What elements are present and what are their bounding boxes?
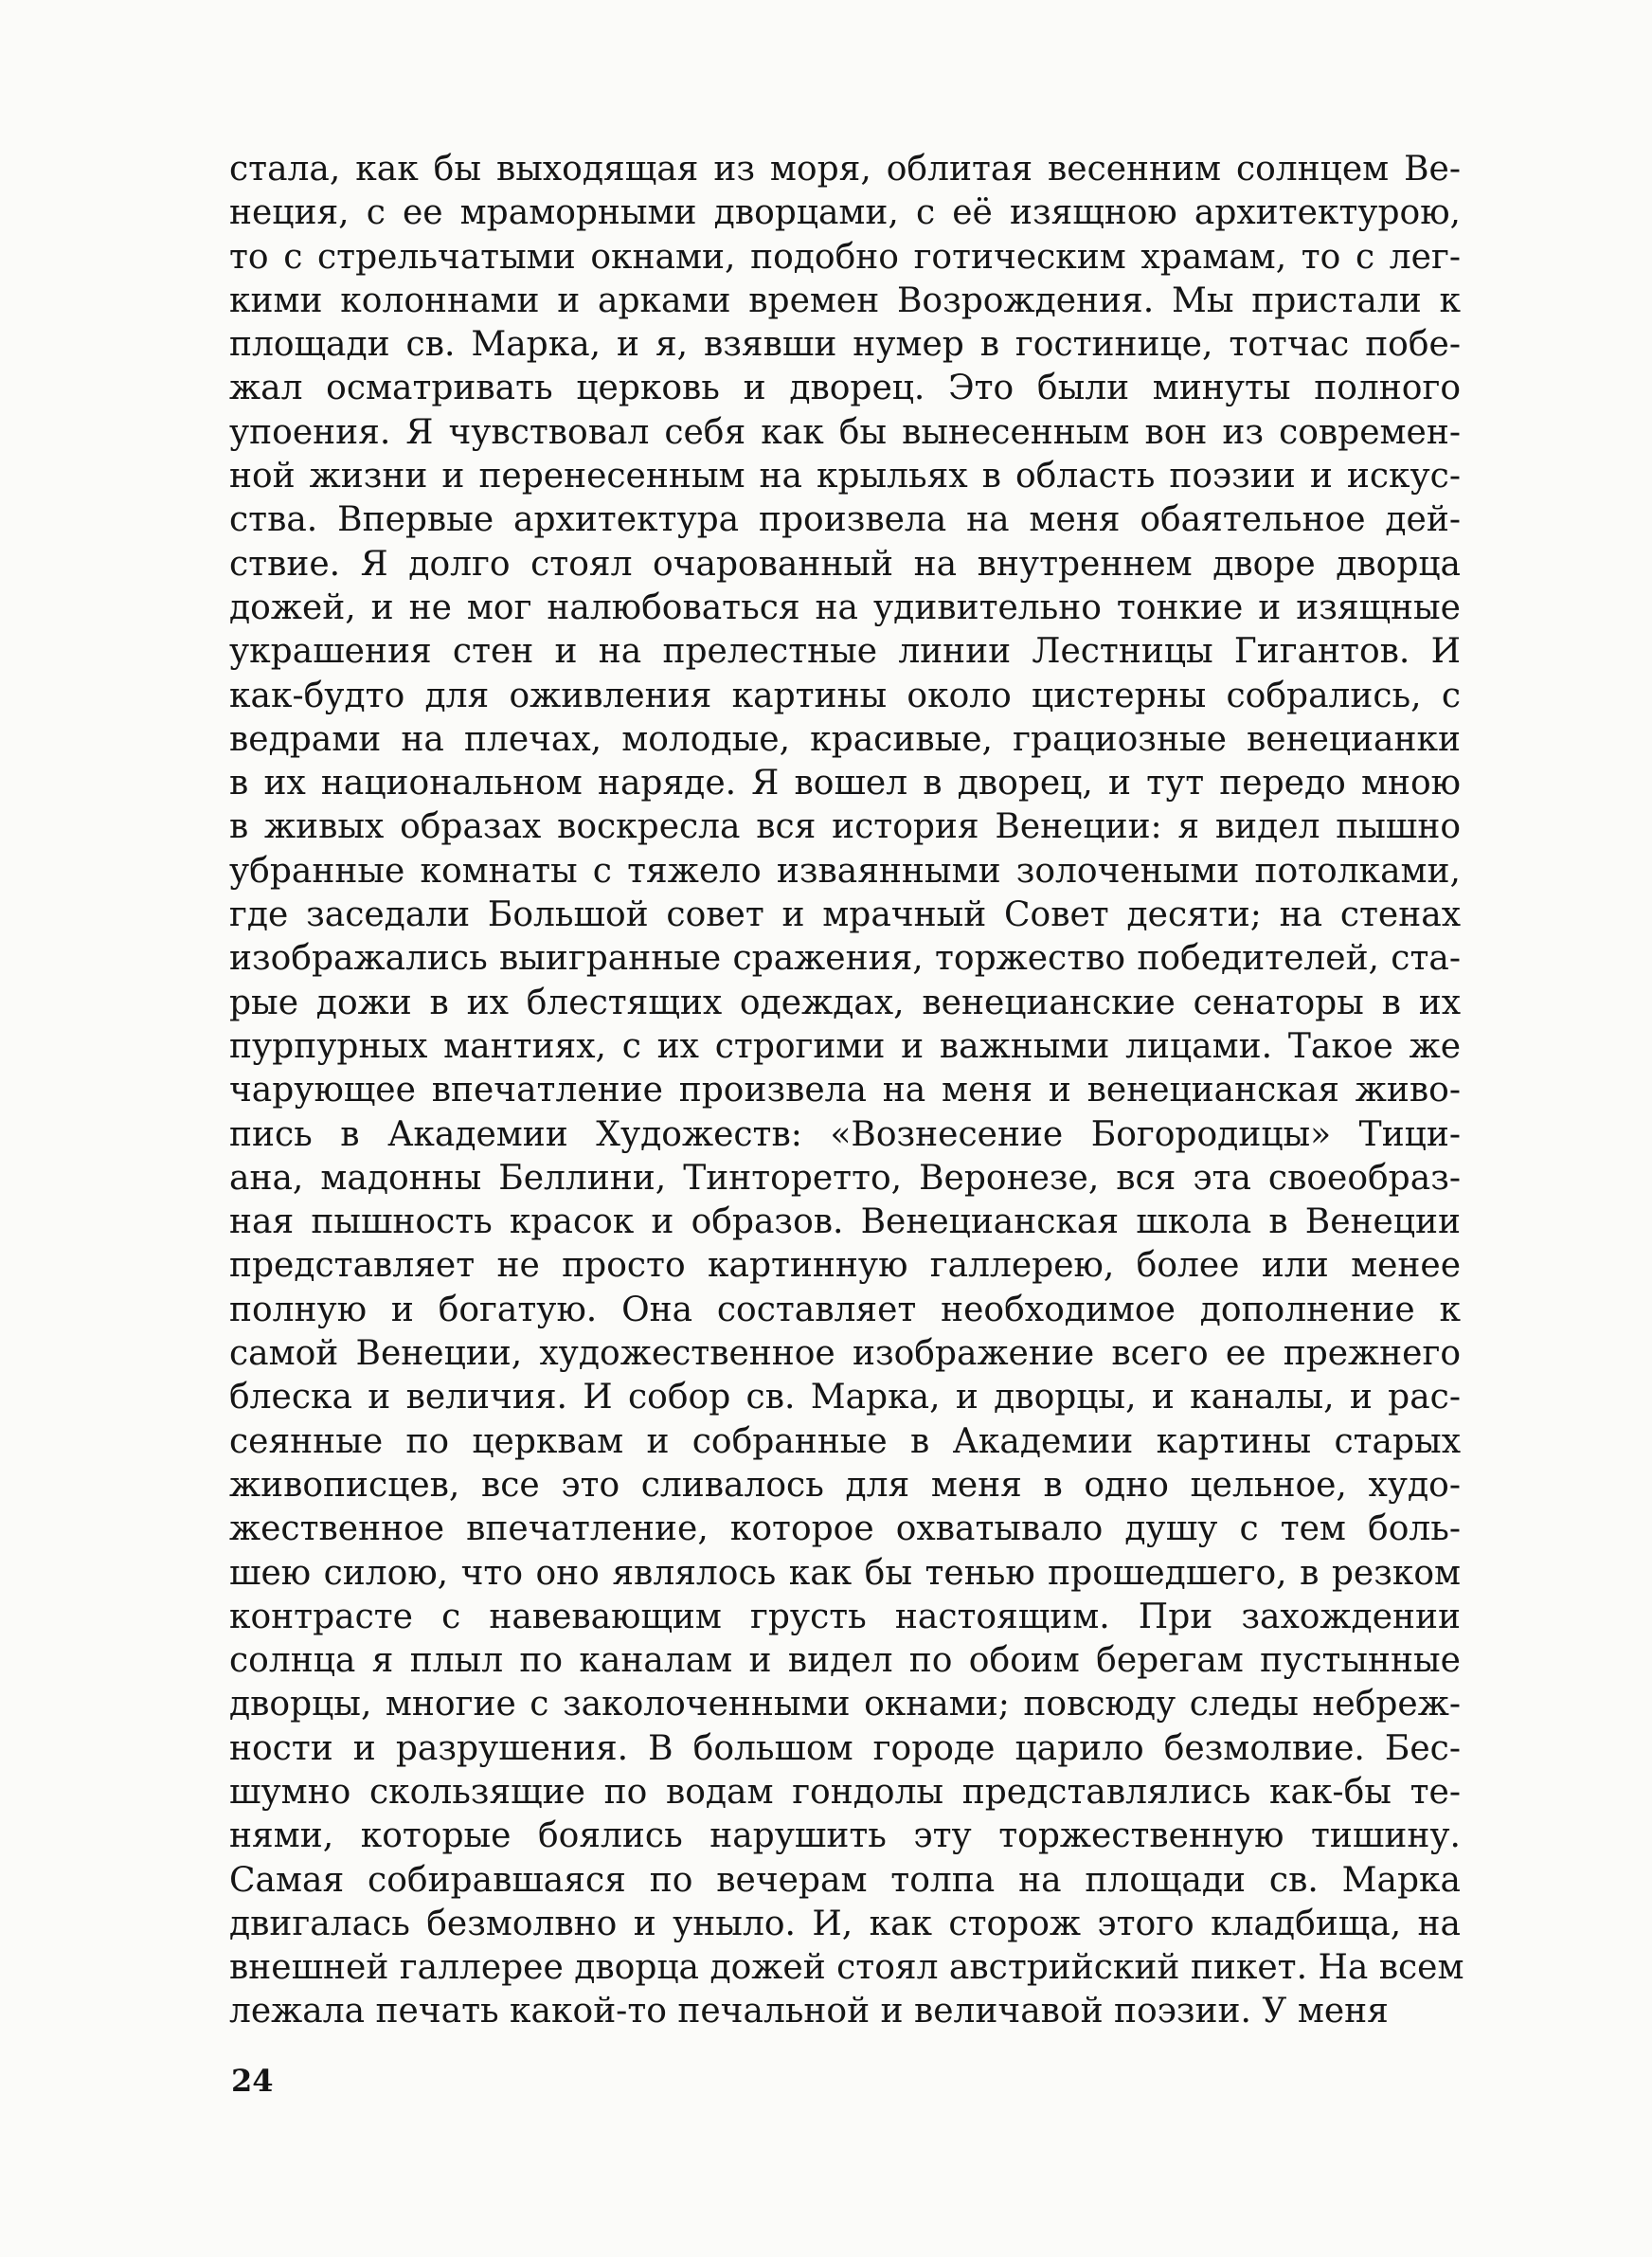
text-line: площади св. Марка, и я, взявши нумер в гостинице, тотчас побе-	[229, 325, 1461, 365]
text-line: изображались выигранные сражения, торжество победителей, ста-	[229, 939, 1461, 979]
text-line: ведрами на плечах, молодые, красивые, грациозные венецианки	[229, 719, 1461, 759]
text-line: сеянные по церквам и собранные в Академии картины старых	[229, 1421, 1461, 1461]
text-line: неция, с ее мраморными дворцами, с её изящною архитектурою,	[229, 193, 1461, 233]
text-line: где заседали Большой совет и мрачный Совет десяти; на стенах	[229, 895, 1461, 935]
text-line: ана, мадонны Беллини, Тинторетто, Веронезе, вся эта своеобраз-	[229, 1158, 1461, 1198]
text-line: рые дожи в их блестящих одеждах, венецианские сенаторы в их	[229, 983, 1461, 1022]
text-line: самой Венеции, художественное изображение всего ее прежнего	[229, 1334, 1461, 1374]
text-line: шумно скользящие по водам гондолы представлялись как-бы те-	[229, 1772, 1461, 1812]
text-line: то с стрельчатыми окнами, подобно готическим храмам, то с лег-	[229, 237, 1461, 277]
text-line: полную и богатую. Она составляет необходимое дополнение к	[229, 1290, 1461, 1329]
text-line: жественное впечатление, которое охватывало душу с тем боль-	[229, 1509, 1461, 1549]
text-line: в их национальном наряде. Я вошел в дворец, и тут передо мною	[229, 764, 1461, 803]
text-line: солнца я плыл по каналам и видел по обоим берегам пустынные	[229, 1641, 1461, 1681]
text-line: ной жизни и перенесенным на крыльях в область поэзии и искус-	[229, 457, 1461, 497]
text-line: представляет не просто картинную галлерею, более или менее	[229, 1246, 1461, 1286]
text-line: ствие. Я долго стоял очарованный на внутреннем дворе дворца	[229, 544, 1461, 584]
text-line: лежала печать какой-то печальной и величавой поэзии. У меня	[229, 1992, 1389, 2031]
text-line: ности и разрушения. В большом городе царило безмолвие. Бес-	[229, 1728, 1461, 1768]
text-line: ства. Впервые архитектура произвела на меня обаятельное дей-	[229, 500, 1461, 540]
text-line: блеска и величия. И собор св. Марка, и дворцы, и каналы, и рас-	[229, 1378, 1461, 1417]
text-line: Самая собиравшаяся по вечерам толпа на площади св. Марка	[229, 1860, 1461, 1900]
text-line: пись в Академии Художеств: «Вознесение Богородицы» Тици-	[229, 1114, 1461, 1154]
text-line: дожей, и не мог налюбоваться на удивительно тонкие и изящные	[229, 587, 1461, 627]
text-line: жал осматривать церковь и дворец. Это были минуты полного	[229, 369, 1461, 408]
text-line: пурпурных мантиях, с их строгими и важными лицами. Такое же	[229, 1026, 1461, 1066]
text-line: в живых образах воскресла вся история Венеции: я видел пышно	[229, 807, 1461, 847]
text-line: контрасте с навевающим грусть настоящим. При захождении	[229, 1597, 1461, 1636]
body-text	[229, 148, 1464, 2034]
text-line: шею силою, что оно являлось как бы тенью прошедшего, в резком	[229, 1553, 1461, 1593]
text-line: стала, как бы выходящая из моря, облитая весенним солнцем Ве-	[229, 150, 1461, 189]
text-line: убранные комнаты с тяжело изваянными золочеными потолками,	[229, 851, 1461, 891]
text-line: живописцев, все это сливалось для меня в одно цельное, худо-	[229, 1465, 1461, 1505]
text-line: украшения стен и на прелестные линии Лестницы Гигантов. И	[229, 632, 1461, 672]
text-line: двигалась безмолвно и уныло. И, как сторож этого кладбища, на	[229, 1904, 1461, 1943]
text-line: чарующее впечатление произвела на меня и венецианская живо-	[229, 1071, 1461, 1110]
text-line: упоения. Я чувствовал себя как бы вынесенным вон из современ-	[229, 412, 1461, 452]
page-number: 24	[231, 2063, 274, 2099]
text-line: как-будто для оживления картины около цистерны собрались, с	[229, 676, 1461, 715]
text-line: ная пышность красок и образов. Венецианская школа в Венеции	[229, 1202, 1461, 1242]
text-line: внешней галлерее дворца дожей стоял австрийский пикет. На всем	[229, 1948, 1464, 1988]
text-line: кими колоннами и арками времен Возрождения. Мы пристали к	[229, 280, 1461, 320]
text-line: дворцы, многие с заколоченными окнами; повсюду следы небреж-	[229, 1685, 1461, 1724]
text-line: нями, которые боялись нарушить эту торжественную тишину.	[229, 1816, 1461, 1856]
